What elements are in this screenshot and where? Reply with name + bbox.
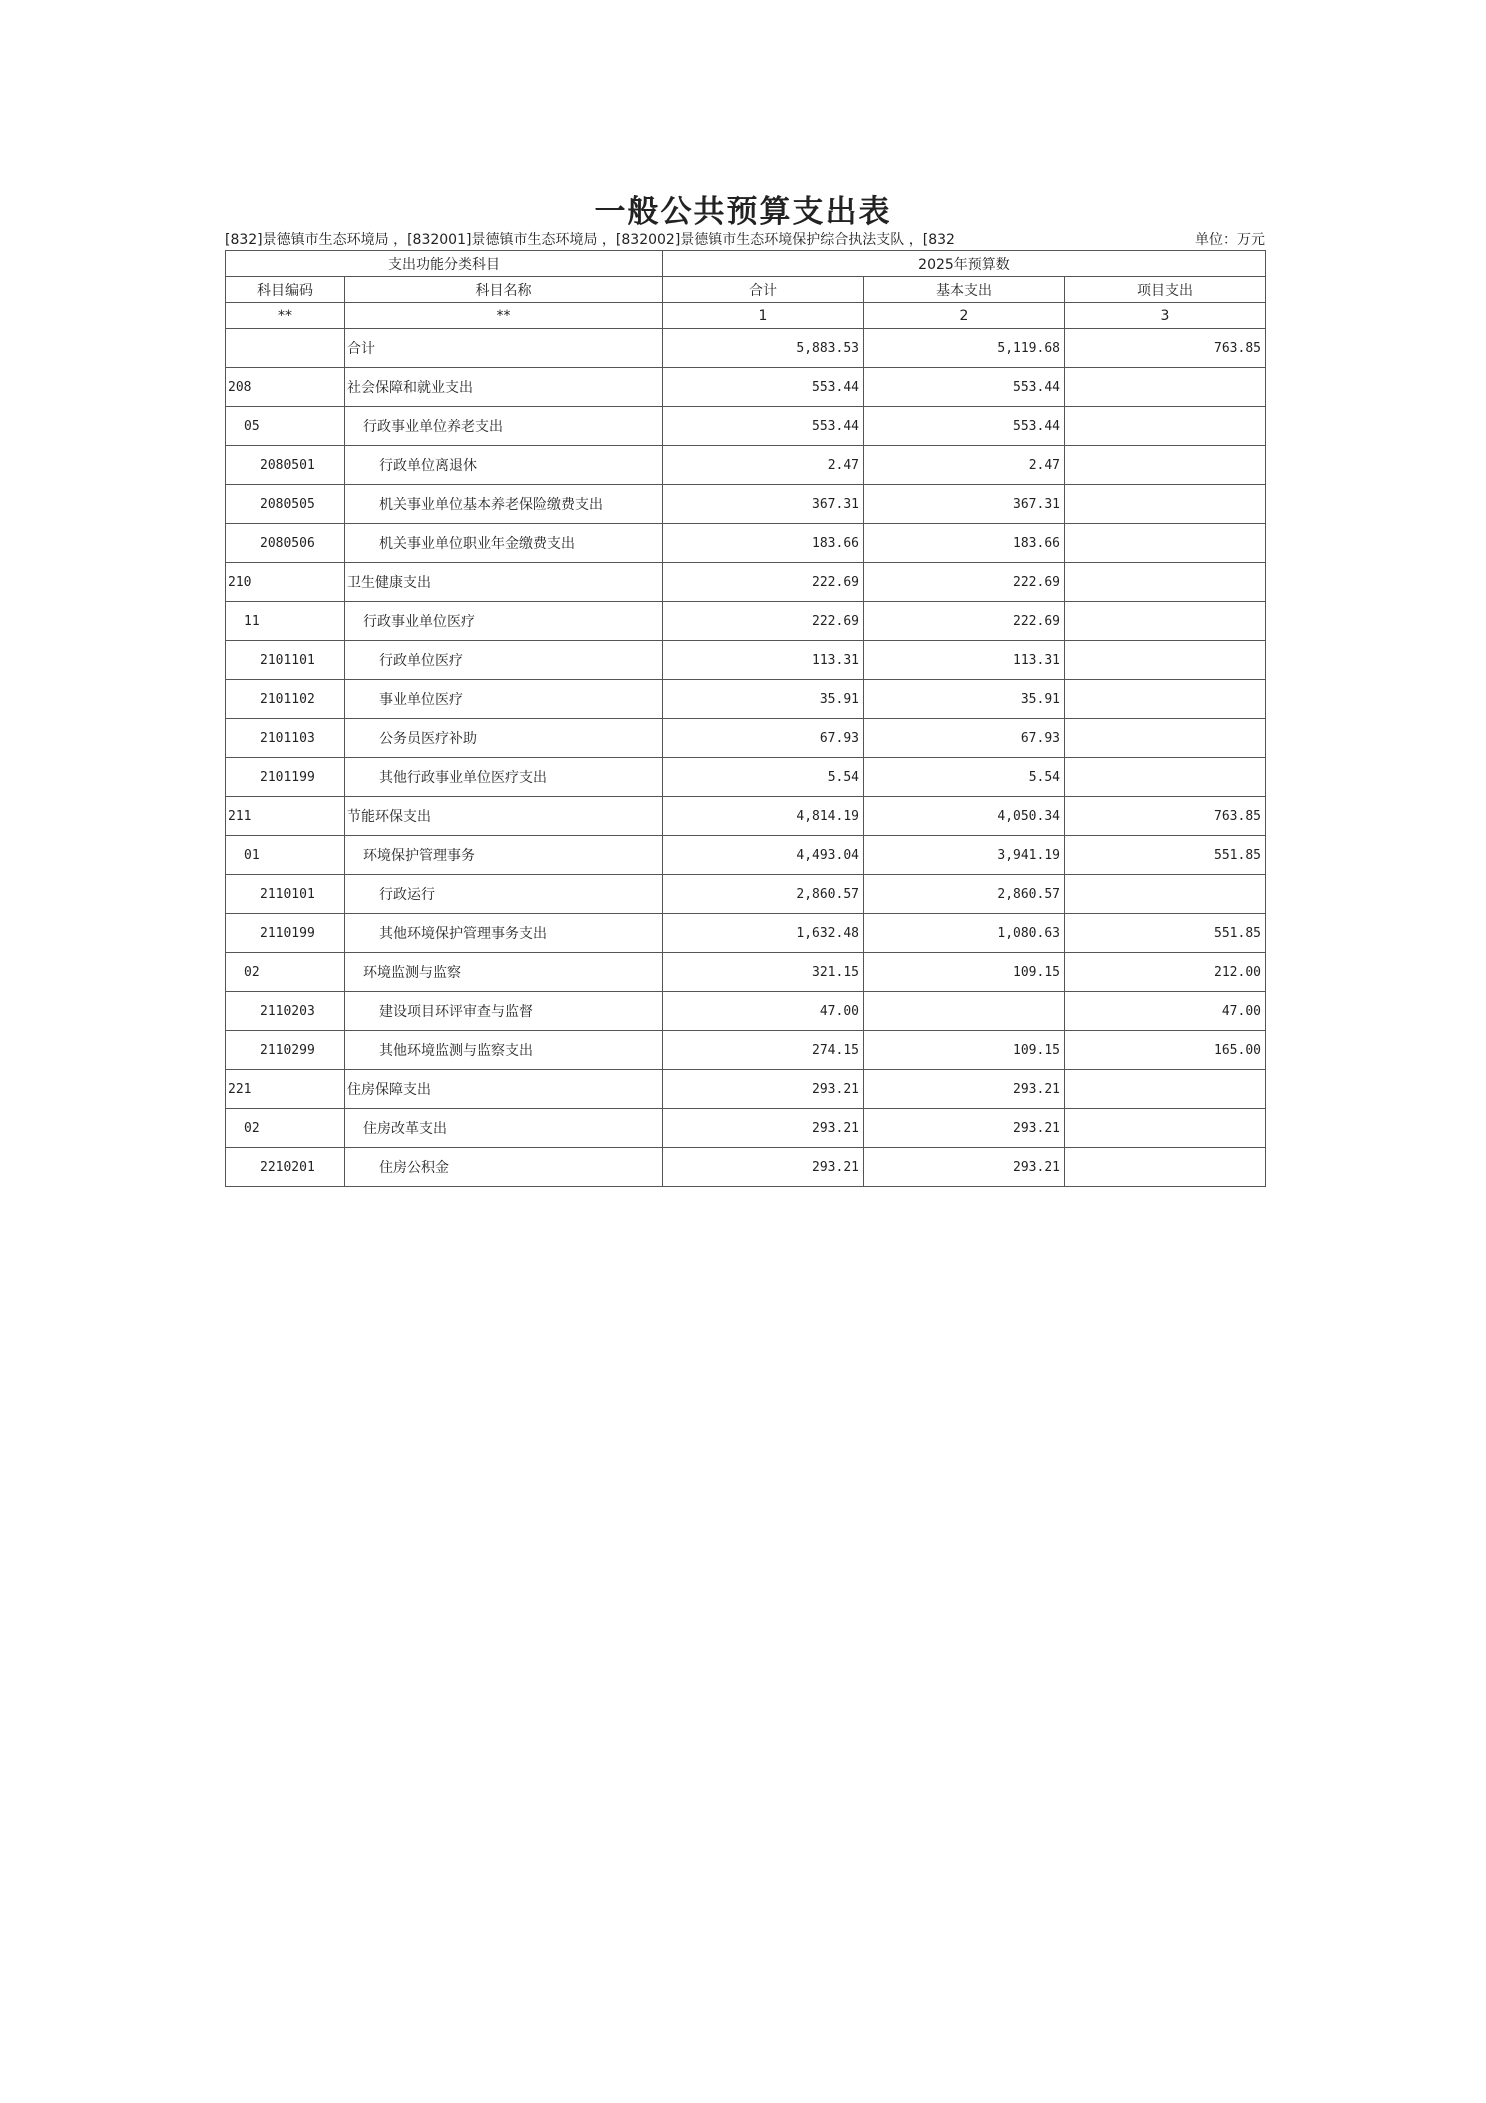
- cell-code: 2101103: [226, 719, 345, 758]
- cell-basic: 2.47: [864, 446, 1065, 485]
- table-row: [226, 875, 1266, 914]
- cell-total: 321.15: [663, 953, 864, 992]
- cell-total: 5.54: [663, 758, 864, 797]
- header-project: 项目支出: [1065, 277, 1266, 303]
- cell-basic: 1,080.63: [864, 914, 1065, 953]
- table-row: [226, 485, 1266, 524]
- cell-total: 553.44: [663, 368, 864, 407]
- cell-name: 节能环保支出: [345, 797, 663, 836]
- cell-project: [1065, 1070, 1266, 1109]
- cell-code: [226, 329, 345, 368]
- cell-code: 208: [226, 368, 345, 407]
- page-title: 一般公共预算支出表: [594, 194, 892, 230]
- table-row: [226, 1070, 1266, 1109]
- cell-total: 35.91: [663, 680, 864, 719]
- cell-code: 11: [226, 602, 345, 641]
- table-row: [226, 914, 1266, 953]
- cell-basic: 553.44: [864, 368, 1065, 407]
- table-row: [226, 563, 1266, 602]
- cell-total: 293.21: [663, 1070, 864, 1109]
- cell-project: [1065, 563, 1266, 602]
- cell-basic: 367.31: [864, 485, 1065, 524]
- table-row: [226, 992, 1266, 1031]
- cell-basic: 2,860.57: [864, 875, 1065, 914]
- cell-code: 210: [226, 563, 345, 602]
- cell-name: 行政单位离退休: [345, 446, 663, 485]
- table-row: [226, 836, 1266, 875]
- cell-code: 2101199: [226, 758, 345, 797]
- index-basic: 2: [864, 303, 1065, 329]
- cell-basic: 35.91: [864, 680, 1065, 719]
- cell-total: 113.31: [663, 641, 864, 680]
- cell-total: 5,883.53: [663, 329, 864, 368]
- cell-total: 222.69: [663, 563, 864, 602]
- cell-name: 行政事业单位养老支出: [345, 407, 663, 446]
- cell-project: 165.00: [1065, 1031, 1266, 1070]
- budget-table: [225, 250, 1266, 1187]
- cell-project: 551.85: [1065, 914, 1266, 953]
- table-row: [226, 1109, 1266, 1148]
- cell-basic: 5,119.68: [864, 329, 1065, 368]
- cell-project: 551.85: [1065, 836, 1266, 875]
- cell-code: 02: [226, 953, 345, 992]
- cell-basic: 3,941.19: [864, 836, 1065, 875]
- cell-name: 事业单位医疗: [345, 680, 663, 719]
- cell-total: 183.66: [663, 524, 864, 563]
- cell-name: 其他行政事业单位医疗支出: [345, 758, 663, 797]
- unit-label: 单位：万元: [1195, 232, 1265, 248]
- cell-code: 2210201: [226, 1148, 345, 1187]
- cell-total: 553.44: [663, 407, 864, 446]
- cell-basic: 222.69: [864, 563, 1065, 602]
- cell-basic: 5.54: [864, 758, 1065, 797]
- header-total: 合计: [663, 277, 864, 303]
- index-project: 3: [1065, 303, 1266, 329]
- cell-code: 05: [226, 407, 345, 446]
- header-row-group: [226, 251, 1266, 277]
- cell-basic: 222.69: [864, 602, 1065, 641]
- cell-name: 社会保障和就业支出: [345, 368, 663, 407]
- cell-project: [1065, 680, 1266, 719]
- cell-total: 1,632.48: [663, 914, 864, 953]
- table-row: [226, 446, 1266, 485]
- cell-project: 763.85: [1065, 329, 1266, 368]
- cell-total: 67.93: [663, 719, 864, 758]
- cell-project: [1065, 875, 1266, 914]
- cell-basic: 183.66: [864, 524, 1065, 563]
- cell-name: 机关事业单位职业年金缴费支出: [345, 524, 663, 563]
- table-row: [226, 602, 1266, 641]
- org-line: [832]景德镇市生态环境局 ，[832001]景德镇市生态环境局 ，[832002]景德镇市生态环境保护综合执法支队 ，[832: [225, 232, 955, 248]
- cell-project: [1065, 719, 1266, 758]
- cell-total: 47.00: [663, 992, 864, 1031]
- cell-name: 住房公积金: [345, 1148, 663, 1187]
- cell-project: 763.85: [1065, 797, 1266, 836]
- cell-project: [1065, 641, 1266, 680]
- cell-code: 2080505: [226, 485, 345, 524]
- cell-total: 4,814.19: [663, 797, 864, 836]
- cell-code: 221: [226, 1070, 345, 1109]
- cell-name: 合计: [345, 329, 663, 368]
- cell-basic: 113.31: [864, 641, 1065, 680]
- cell-code: 2101101: [226, 641, 345, 680]
- cell-project: [1065, 407, 1266, 446]
- table-row: [226, 680, 1266, 719]
- cell-code: 2110199: [226, 914, 345, 953]
- table-row: [226, 329, 1266, 368]
- cell-code: 2080506: [226, 524, 345, 563]
- cell-name: 环境保护管理事务: [345, 836, 663, 875]
- cell-project: [1065, 524, 1266, 563]
- table-row: [226, 524, 1266, 563]
- cell-basic: 109.15: [864, 953, 1065, 992]
- cell-name: 其他环境保护管理事务支出: [345, 914, 663, 953]
- cell-name: 环境监测与监察: [345, 953, 663, 992]
- cell-total: 293.21: [663, 1109, 864, 1148]
- cell-project: [1065, 485, 1266, 524]
- cell-total: 4,493.04: [663, 836, 864, 875]
- cell-name: 行政单位医疗: [345, 641, 663, 680]
- table-row: [226, 1148, 1266, 1187]
- cell-code: 01: [226, 836, 345, 875]
- cell-total: 293.21: [663, 1148, 864, 1187]
- cell-name: 行政运行: [345, 875, 663, 914]
- cell-code: 2110203: [226, 992, 345, 1031]
- cell-total: 2.47: [663, 446, 864, 485]
- table-row: [226, 758, 1266, 797]
- cell-total: 367.31: [663, 485, 864, 524]
- cell-code: 2110299: [226, 1031, 345, 1070]
- subtitle-line: [225, 229, 1265, 251]
- table-row: [226, 797, 1266, 836]
- cell-project: [1065, 1148, 1266, 1187]
- cell-name: 公务员医疗补助: [345, 719, 663, 758]
- cell-project: [1065, 1109, 1266, 1148]
- cell-basic: 293.21: [864, 1148, 1065, 1187]
- header-code: 科目编码: [226, 277, 345, 303]
- table-row: [226, 641, 1266, 680]
- cell-basic: 109.15: [864, 1031, 1065, 1070]
- cell-name: 住房保障支出: [345, 1070, 663, 1109]
- header-name: 科目名称: [345, 277, 663, 303]
- cell-project: [1065, 446, 1266, 485]
- index-total: 1: [663, 303, 864, 329]
- cell-project: [1065, 368, 1266, 407]
- cell-code: 2110101: [226, 875, 345, 914]
- cell-total: 274.15: [663, 1031, 864, 1070]
- cell-basic: 293.21: [864, 1070, 1065, 1109]
- index-name: **: [345, 303, 663, 329]
- cell-project: 212.00: [1065, 953, 1266, 992]
- cell-code: 211: [226, 797, 345, 836]
- header-row-columns: [226, 277, 1266, 303]
- table-row: [226, 407, 1266, 446]
- cell-basic: 4,050.34: [864, 797, 1065, 836]
- cell-project: [1065, 602, 1266, 641]
- cell-name: 住房改革支出: [345, 1109, 663, 1148]
- cell-code: 2080501: [226, 446, 345, 485]
- table-body: [226, 329, 1266, 1187]
- table-row: [226, 1031, 1266, 1070]
- cell-name: 行政事业单位医疗: [345, 602, 663, 641]
- header-row-index: [226, 303, 1266, 329]
- table-row: [226, 719, 1266, 758]
- table-row: [226, 953, 1266, 992]
- cell-basic: 553.44: [864, 407, 1065, 446]
- table-row: [226, 368, 1266, 407]
- cell-code: 02: [226, 1109, 345, 1148]
- header-group-right: 2025年预算数: [663, 251, 1266, 277]
- cell-name: 机关事业单位基本养老保险缴费支出: [345, 485, 663, 524]
- cell-name: 卫生健康支出: [345, 563, 663, 602]
- cell-name: 建设项目环评审查与监督: [345, 992, 663, 1031]
- cell-name: 其他环境监测与监察支出: [345, 1031, 663, 1070]
- cell-basic: 293.21: [864, 1109, 1065, 1148]
- cell-code: 2101102: [226, 680, 345, 719]
- cell-total: 2,860.57: [663, 875, 864, 914]
- cell-basic: [864, 992, 1065, 1031]
- cell-project: [1065, 758, 1266, 797]
- header-basic: 基本支出: [864, 277, 1065, 303]
- cell-total: 222.69: [663, 602, 864, 641]
- index-code: **: [226, 303, 345, 329]
- header-group-left: 支出功能分类科目: [226, 251, 663, 277]
- cell-project: 47.00: [1065, 992, 1266, 1031]
- cell-basic: 67.93: [864, 719, 1065, 758]
